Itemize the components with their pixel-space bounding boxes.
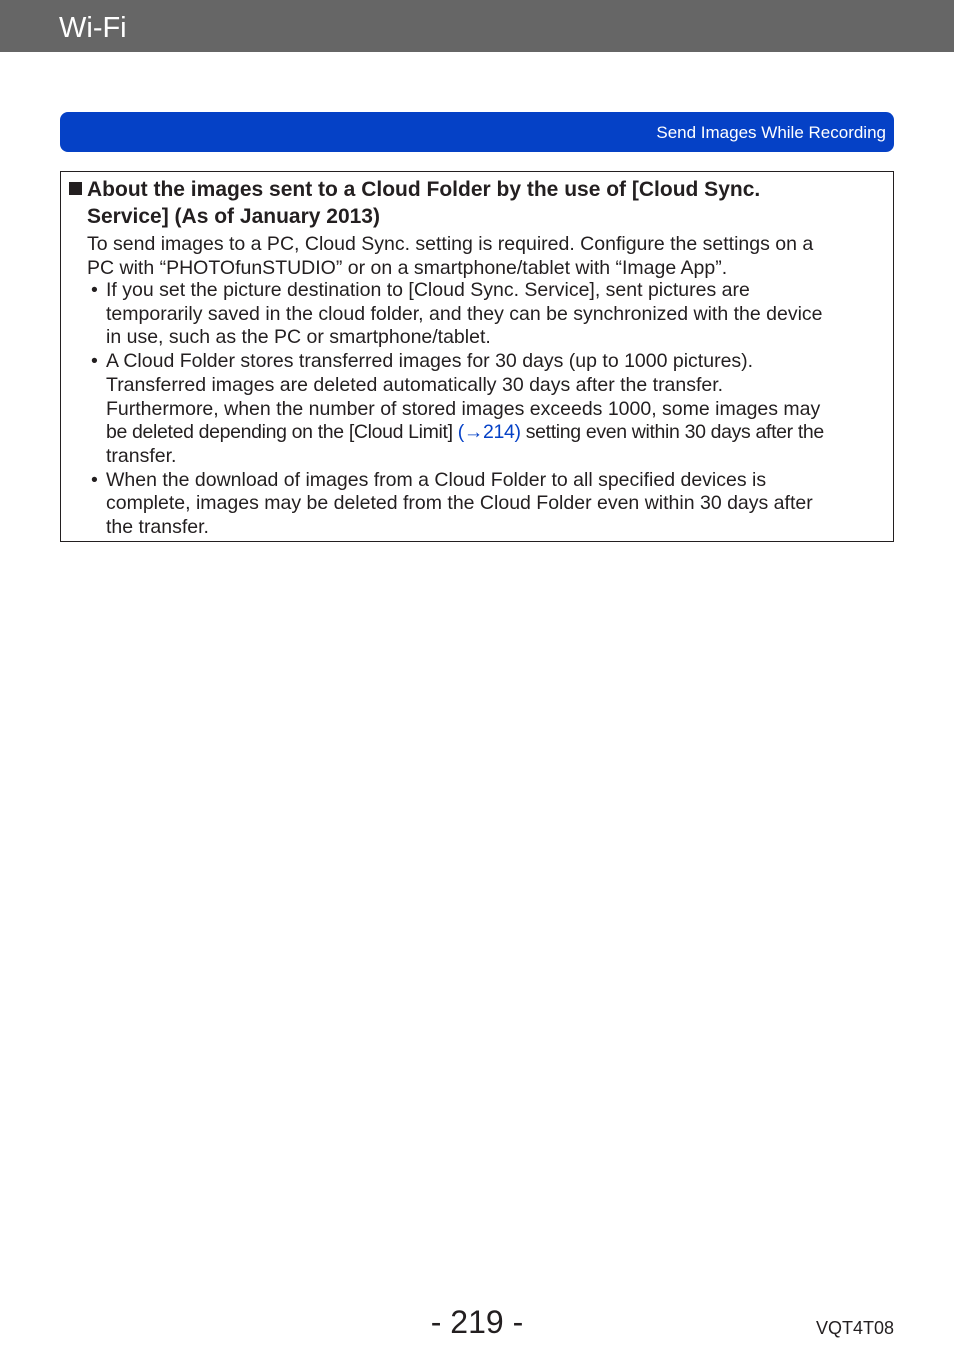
note-heading <box>69 176 869 230</box>
page-reference-link[interactable]: (→214) <box>457 421 521 444</box>
list-item <box>87 469 893 540</box>
note-intro-line1: To send images to a PC, Cloud Sync. setting is required. Configure the settings on a <box>87 233 814 255</box>
note-heading-line1: About the images sent to a Cloud Folder by the use of [Cloud Sync. <box>87 178 761 201</box>
section-title: Wi-Fi <box>59 12 127 44</box>
list-item-line: in use, such as the PC or smartphone/tablet. <box>106 326 491 349</box>
list-item <box>87 279 893 350</box>
list-item-line: Transferred images are deleted automatically 30 days after the transfer. <box>106 373 724 396</box>
list-item-line: transfer. <box>106 444 177 467</box>
list-item-line: A Cloud Folder stores transferred images for 30 days (up to 1000 pictures). <box>106 350 754 373</box>
note-intro <box>87 232 887 280</box>
list-item-text: be deleted depending on the [Cloud Limit] <box>106 421 458 444</box>
square-bullet-icon <box>69 182 82 195</box>
bullet-dot-icon: • <box>91 279 98 301</box>
list-item-line <box>106 421 893 445</box>
page-number: - 219 - <box>430 1304 524 1340</box>
page-title-banner <box>60 112 894 152</box>
list-item-line: If you set the picture destination to [Cloud Sync. Service], sent pictures are <box>106 279 750 301</box>
note-intro-line2: PC with “PHOTOfunSTUDIO” or on a smartphone/tablet with “Image App”. <box>87 257 728 279</box>
note-bullet-list <box>87 279 893 540</box>
page-title: Send Images While Recording <box>656 123 886 142</box>
list-item-line: When the download of images from a Cloud Folder to all specified devices is <box>106 468 767 491</box>
document-code: VQT4T08 <box>815 1318 894 1338</box>
bullet-dot-icon: • <box>91 350 98 373</box>
top-header-bar <box>0 0 954 52</box>
bullet-dot-icon: • <box>91 468 98 491</box>
list-item-line: the transfer. <box>106 516 209 539</box>
list-item <box>87 350 893 469</box>
cloud-folder-note-box <box>60 171 894 542</box>
list-item-line: complete, images may be deleted from the Cloud Folder even within 30 days after <box>106 492 813 515</box>
list-item-text: setting even within 30 days after the <box>520 421 824 444</box>
note-heading-line2: Service] (As of January 2013) <box>87 205 380 228</box>
list-item-line: Furthermore, when the number of stored images exceeds 1000, some images may <box>106 397 821 420</box>
list-item-line: temporarily saved in the cloud folder, and they can be synchronized with the device <box>106 302 823 325</box>
